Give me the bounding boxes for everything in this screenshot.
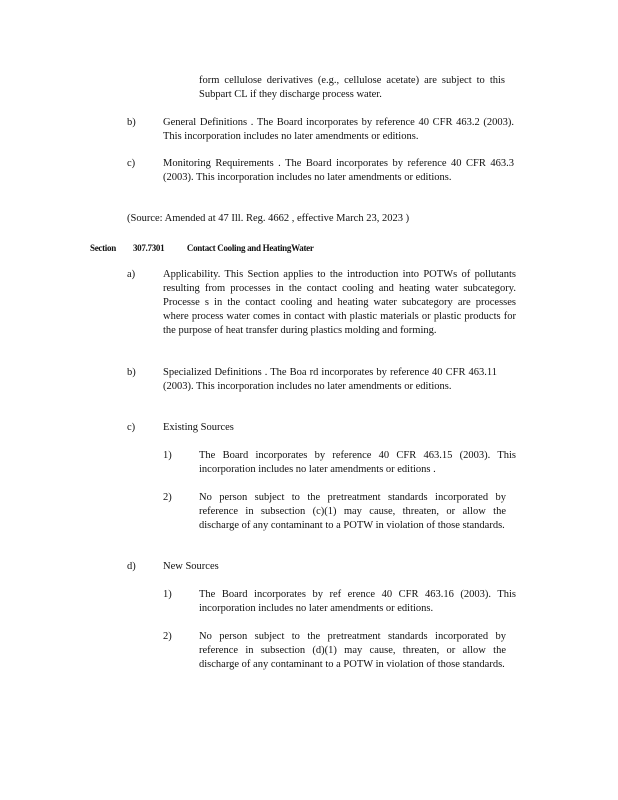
existing-sources-title: Existing Sources — [163, 422, 234, 433]
item-b2-label: b) — [127, 367, 136, 378]
new-sources-incorporation-paragraph: The Board incorporates by ref erence 40 CFR 463.16 (2003). This incorporation includes no later amendments or editions. — [199, 589, 516, 614]
section-heading — [90, 241, 350, 255]
item-d2-label: 2) — [163, 631, 172, 642]
existing-sources-prohibition-paragraph: No person subject to the pretreatment standards incorporated by reference in subsection (c)(1) may cause, threaten, or allow the discharge of any contaminant to a POTW in violation of those standards. — [199, 492, 506, 531]
item-b-label: b) — [127, 117, 136, 128]
new-sources-title: New Sources — [163, 561, 219, 572]
general-definitions-paragraph: General Definitions . The Board incorporates by reference 40 CFR 463.2 (2003). This incorporation includes no later amendments or editions. — [163, 117, 514, 142]
item-c2-label: c) — [127, 422, 136, 433]
item-c2sub-label: 2) — [163, 492, 172, 503]
item-d-label: d) — [127, 561, 136, 572]
item-a-label: a) — [127, 269, 136, 280]
continuation-paragraph: form cellulose derivatives (e.g., cellulose acetate) are subject to this Subpart CL if they discharge process water. — [199, 75, 505, 100]
item-d1-label: 1) — [163, 589, 172, 600]
section-number: 307.7301 — [132, 243, 165, 253]
new-sources-prohibition-paragraph: No person subject to the pretreatment standards incorporated by reference in subsection (d)(1) may cause, threaten, or allow the discharge of any contaminant to a POTW in violation of those standards. — [199, 631, 506, 670]
specialized-definitions-paragraph: Specialized Definitions . The Boa rd incorporates by reference 40 CFR 463.11 (2003). This incorporation includes no later amendments or editions. — [163, 367, 497, 392]
section-word: Section — [90, 243, 116, 253]
applicability-paragraph: Applicability. This Section applies to the introduction into POTWs of pollutants resulting from processes in the contact cooling and heating water subcategory. Processe s in the contact cooling and heating water subcategory are processes where process water comes in contact with plastic materials or plastic products for the purpose of heat transfer during plastics molding and forming. — [163, 269, 516, 336]
item-c1-label: 1) — [163, 450, 172, 461]
item-c-label: c) — [127, 158, 136, 169]
source-note: (Source: Amended at 47 Ill. Reg. 4662 , effective March 23, 2023 ) — [127, 213, 410, 224]
section-title: Contact Cooling and HeatingWater — [186, 243, 314, 253]
existing-sources-incorporation-paragraph: The Board incorporates by reference 40 CFR 463.15 (2003). This incorporation includes no later amendments or editions . — [199, 450, 516, 475]
monitoring-requirements-paragraph: Monitoring Requirements . The Board incorporates by reference 40 CFR 463.3 (2003). This incorporation includes no later amendments or editions. — [163, 158, 514, 183]
